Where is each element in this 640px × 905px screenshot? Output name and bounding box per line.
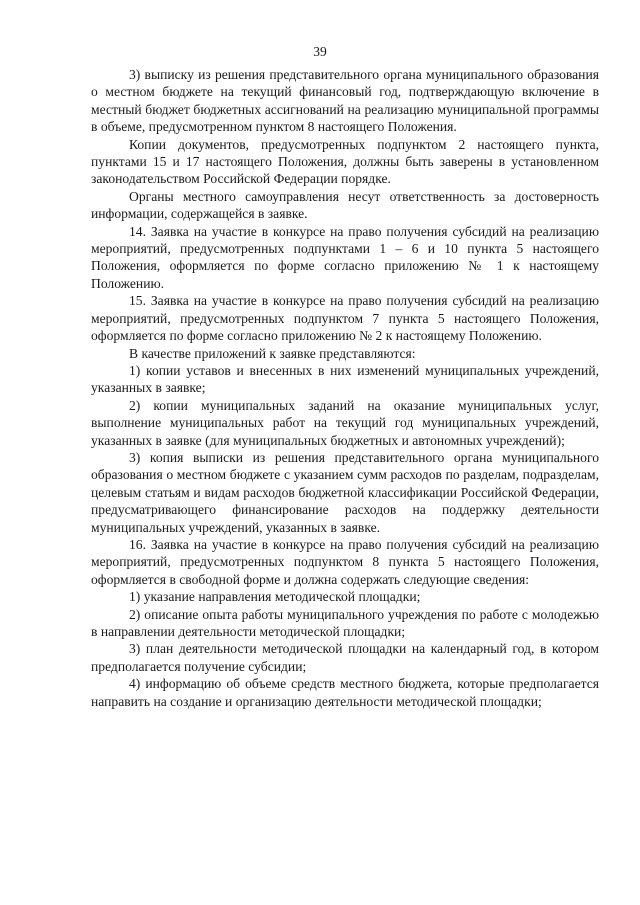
list-item-municipal-tasks: 2) копии муниципальных заданий на оказание муниципальных услуг, выполнение муниципальных работ на текущий год муниципальных учреждений, указанных в заявке (для муниципальных бюджетных и автономных учреждений); xyxy=(91,397,599,448)
paragraph-item-14: 14. Заявка на участие в конкурсе на право получения субсидий на реализацию мероприятий, предусмотренных подпунктами 1 – 6 и 10 пункта 5 настоящего Положения, оформляется по форме согласно приложению № 1 к настоящему Положению. xyxy=(91,223,599,291)
paragraph-responsibility: Органы местного самоуправления несут ответственность за достоверность информации, содержащейся в заявке. xyxy=(91,188,599,222)
list-item-direction: 1) указание направления методической площадки; xyxy=(129,589,421,605)
list-item-charters: 1) копии уставов и внесенных в них изменений муниципальных учреждений, указанных в заявке; xyxy=(91,362,599,396)
paragraph-item-16: 16. Заявка на участие в конкурсе на право получения субсидий на реализацию мероприятий, предусмотренных подпунктом 8 пункта 5 настоящего Положения, оформляется в свободной форме и должна содержать следующие сведения: xyxy=(91,536,599,587)
paragraph-item-15: 15. Заявка на участие в конкурсе на право получения субсидий на реализацию мероприятий, предусмотренных подпунктом 7 пункта 5 настоящего Положения, оформляется по форме согласно приложению № 2 к настоящему Положению. xyxy=(91,293,599,344)
list-item-plan: 3) план деятельности методической площадки на календарный год, в котором предполагается получение субсидии; xyxy=(91,641,599,674)
list-item-funding-info: 4) информацию об объеме средств местного бюджета, которые предполагается направить на создание и организацию деятельности методической площадки; xyxy=(91,676,599,709)
list-item-budget-excerpt: 3) копия выписки из решения представительного органа муниципального образования о местном бюджете с указанием сумм расходов по разделам, подразделам, целевым статьям и видам расходов бюджетной классификации Российской Федерации, предусматривающего финансирование расходов на поддержку деятельности муниципальных учреждений, указанных в заявке. xyxy=(91,449,599,535)
page-number: 39 xyxy=(313,44,327,59)
document-body xyxy=(91,66,599,710)
paragraph-excerpt-budget: 3) выписку из решения представительного органа муниципального образования о местном бюджете на текущий финансовый год, подтверждающую включение в местный бюджет бюджетных ассигнований на реализацию муниципальной программы в объеме, предусмотренном пунктом 8 настоящего Положения. xyxy=(91,67,599,135)
list-item-experience: 2) описание опыта работы муниципального учреждения по работе с молодежью в направлении деятельности методической площадки; xyxy=(91,606,599,639)
paragraph-copies-certification: Копии документов, предусмотренных подпунктом 2 настоящего пункта, пунктами 15 и 17 настоящего Положения, должны быть заверены в установленном законодательством Российской Федерации порядке. xyxy=(91,136,599,187)
paragraph-attachments-intro: В качестве приложений к заявке представляются: xyxy=(129,345,416,361)
